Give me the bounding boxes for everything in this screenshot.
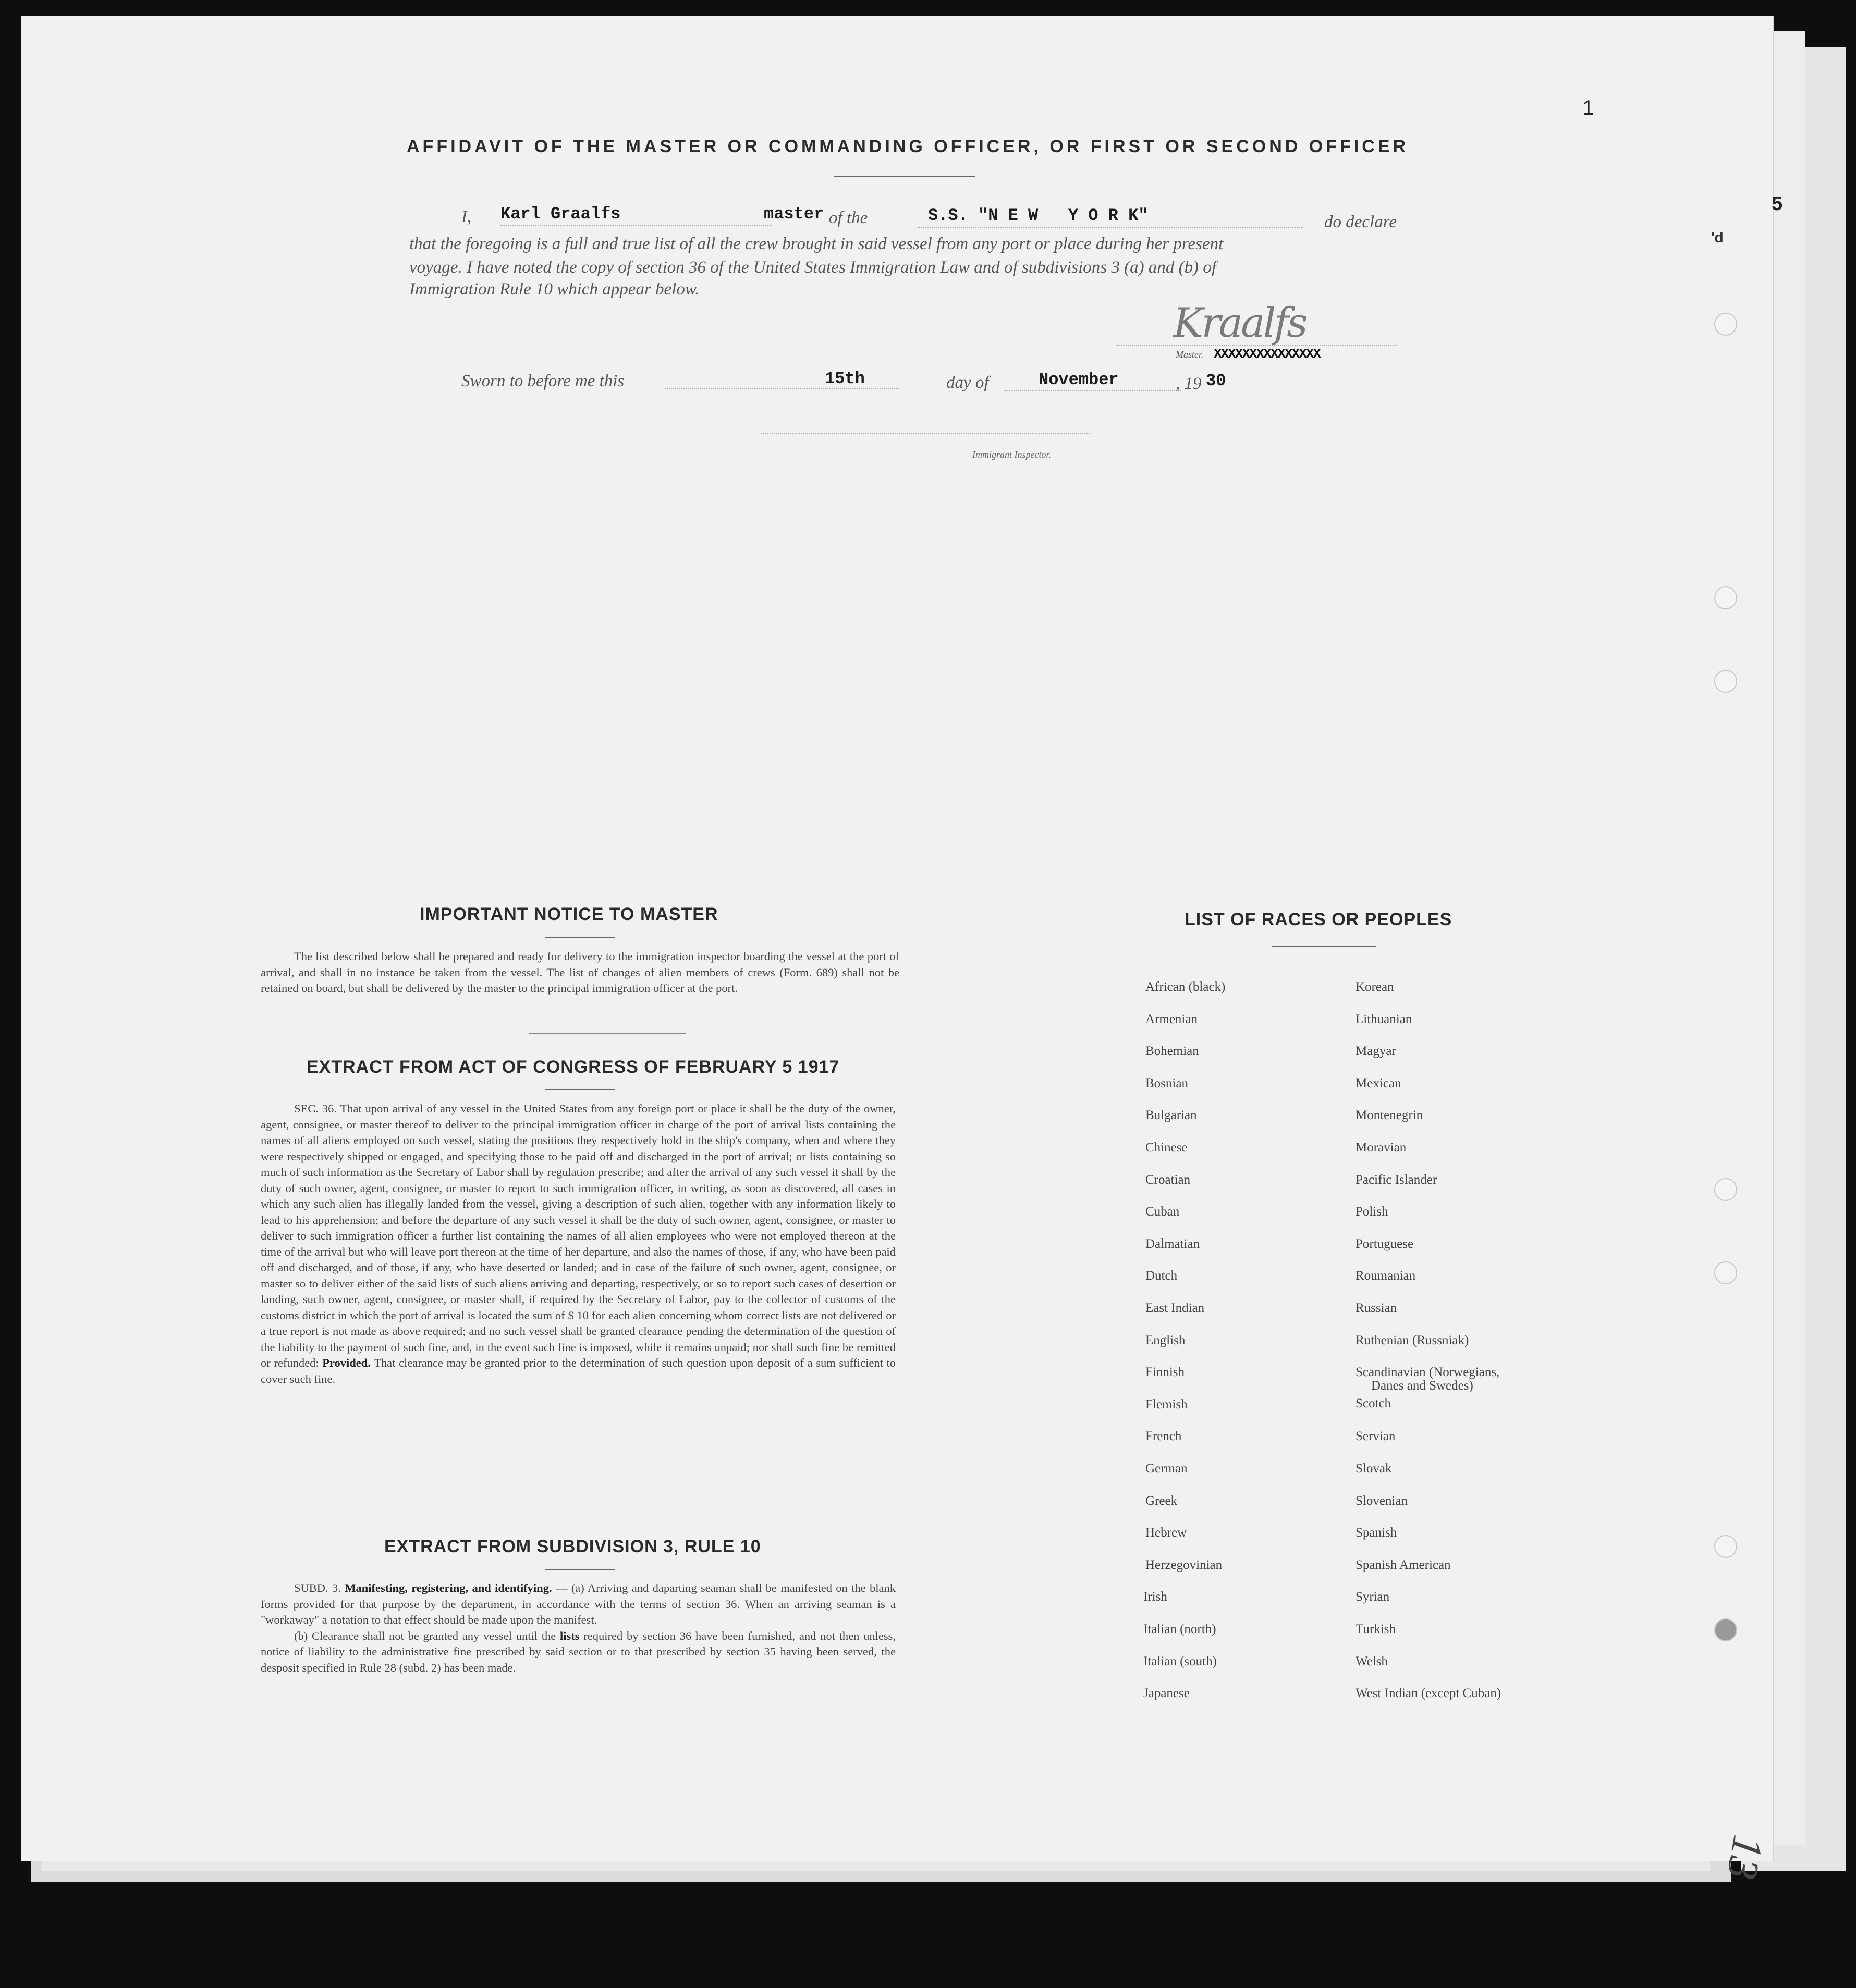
- act-text: [261, 1101, 896, 1387]
- affidavit-line-2: that the foregoing is a full and true list of all the crew brought in said vessel from any port or place during her present: [409, 235, 1224, 253]
- master-rank: master: [764, 204, 824, 224]
- race-item: African (black): [1145, 980, 1226, 994]
- master-signature: Kraalfs: [1173, 300, 1306, 347]
- struck-out-title: XXXXXXXXXXXXXXX: [1214, 346, 1321, 362]
- race-item: Armenian: [1145, 1012, 1198, 1026]
- race-item: Slovak: [1356, 1462, 1392, 1476]
- subd-b-text-2: required by section 36 have been furnished, and not then unless, notice of liability to the administrative fine prescribed by said section or to that prescribed by section 35 having been served, the desposit specified in Rule 28 (subd. 2) has been made.: [261, 1629, 896, 1674]
- punch-hole: [1714, 1535, 1737, 1558]
- sworn-year: 30: [1206, 371, 1226, 390]
- race-item: Bulgarian: [1145, 1108, 1197, 1122]
- races-rule: [1272, 946, 1376, 947]
- race-item: Greek: [1145, 1494, 1178, 1508]
- sec36-text: SEC. 36. That upon arrival of any vessel in the United States from any foreign port or place it shall be the duty of the owner, agent, consignee, or master thereof to deliver to the principal immigration officer in charge of the port of arrival lists containing the names of all aliens employed on such vessel, stating the positions they respectively hold in the ship's company, when and where they were respectively shipped or engaged, and specifying those to be paid off and discharged in the port of arrival; or lists containing so much of such information as the Secretary of Labor shall by regulation prescribe; and after the arrival of any such vessel it shall by the duty of such owner, agent, consignee, or master to report to such immigration officer, in writing, as soon as discovered, all cases in which any such alien has illegally landed from the vessel, giving a description of such alien, together with any information likely to lead to his apprehension; and before the departure of any such vessel it shall be the duty of such owner, agent, consignee, or master to deliver to such immigration officer a further list containing the names of all alien employees who were not employed thereon at the time of the arrival but who will leave port thereon at the time of her departure, and also the names of those, if any, who have been paid off and discharged, and of those, if any, who have deserted or landed; and in case of the failure of such owner, agent, consignee, or master so to deliver either of the said lists of such aliens arriving and departing, respectively, or so to report such cases of desertion or landing, such owner, agent, consignee, or master shall, if required by the Secretary of Labor, pay to the collector of customs of the customs district in which the port of arrival is located the sum of $ 10 for each alien concerning whom correct lists are not delivered or a true report is not made as above required; and no such vessel shall be granted clearance pending the determination of the question of the liability to the payment of such fine, and, in the event such fine is imposed, while it remains unpaid; nor shall such fine be remitted or refunded:: [261, 1102, 896, 1369]
- punch-hole: [1714, 1618, 1737, 1641]
- race-item: Japanese: [1143, 1686, 1190, 1700]
- inspector-label: Immigrant Inspector.: [972, 449, 1051, 460]
- lists-label: lists: [559, 1629, 580, 1642]
- notice-title: IMPORTANT NOTICE TO MASTER: [420, 904, 718, 924]
- subd-a-paragraph: [261, 1580, 896, 1628]
- race-item: Cuban: [1145, 1205, 1180, 1219]
- punch-hole: [1714, 313, 1737, 336]
- rule-title: EXTRACT FROM SUBDIVISION 3, RULE 10: [384, 1537, 761, 1556]
- punch-hole: [1714, 586, 1737, 609]
- edge-mark-d: 'd: [1711, 229, 1724, 246]
- inspector-line: [761, 433, 1090, 434]
- subd-heading: Manifesting, registering, and identifying.: [345, 1581, 552, 1594]
- races-title: LIST OF RACES OR PEOPLES: [1185, 910, 1452, 929]
- sworn-label: Sworn to before me this: [461, 372, 625, 390]
- race-item: Croatian: [1145, 1173, 1191, 1187]
- race-item: Portuguese: [1356, 1237, 1414, 1251]
- vessel-name: S.S. "N E W Y O R K": [928, 206, 1149, 225]
- notice-paragraph: The list described below shall be prepared and ready for delivery to the immigration inspector boarding the vessel at the port of arrival, and shall in no instance be taken from the vessel. The list of changes of alien members of crews (Form. 689) shall not be retained on board, but shall be delivered by the master to the principal immigration officer at the port.: [261, 950, 899, 995]
- race-item: Italian (south): [1143, 1654, 1217, 1668]
- race-item: Irish: [1143, 1590, 1167, 1604]
- act-rule: [545, 1089, 615, 1090]
- race-item: Montenegrin: [1356, 1108, 1423, 1122]
- rule-text: [261, 1580, 896, 1676]
- race-item: English: [1145, 1333, 1186, 1347]
- race-item: Mexican: [1356, 1076, 1401, 1090]
- race-item: East Indian: [1145, 1301, 1205, 1315]
- notice-divider: [529, 1033, 686, 1034]
- affidavit-line-4: Immigration Rule 10 which appear below.: [409, 280, 700, 299]
- race-item: Welsh: [1356, 1654, 1388, 1668]
- affidavit-line-3: voyage. I have noted the copy of section 36 of the United States Immigration Law and of subdivisions 3 (a) and (b) of: [409, 258, 1217, 277]
- race-item: West Indian (except Cuban): [1356, 1686, 1501, 1700]
- rule-rule: [545, 1569, 615, 1570]
- day-of-label: day of: [946, 373, 989, 392]
- race-item: Moravian: [1356, 1140, 1407, 1155]
- sworn-month: November: [1039, 370, 1119, 389]
- sworn-day: 15th: [825, 369, 865, 388]
- notice-rule: [545, 937, 615, 938]
- race-item: Magyar: [1356, 1044, 1396, 1058]
- race-item: Slovenian: [1356, 1494, 1408, 1508]
- punch-hole: [1714, 1261, 1737, 1284]
- year-prefix: , 19: [1176, 374, 1202, 393]
- race-item: Italian (north): [1143, 1622, 1216, 1636]
- race-item: Herzegovinian: [1145, 1558, 1223, 1572]
- race-item: Lithuanian: [1356, 1012, 1412, 1026]
- race-item: Chinese: [1145, 1140, 1188, 1155]
- race-item: Finnish: [1145, 1365, 1185, 1379]
- race-item: Polish: [1356, 1205, 1388, 1219]
- subd-a-text: — (a) Arriving and daparting seaman shall be manifested on the blank forms provided for that purpose by the department, in accordance with the terms of section 36. When an arriving seaman is a "workaway" a notation to that effect should be made upon the manifest.: [261, 1581, 896, 1626]
- vessel-line: [918, 227, 1303, 228]
- sec36-paragraph: [261, 1101, 896, 1387]
- race-item: Russian: [1356, 1301, 1397, 1315]
- race-item: Korean: [1356, 980, 1394, 994]
- race-item: Spanish American: [1356, 1558, 1451, 1572]
- race-item: Servian: [1356, 1429, 1396, 1443]
- master-label: Master.: [1176, 349, 1204, 360]
- race-item: Bosnian: [1145, 1076, 1188, 1090]
- race-item: Flemish: [1145, 1397, 1188, 1412]
- race-item: Scotch: [1356, 1396, 1391, 1410]
- edge-mark-5: 5: [1772, 193, 1783, 215]
- day-line: [665, 388, 899, 389]
- sec36-proviso: That clearance may be granted prior to the determination of such question upon deposit of a sum sufficient to cover such fine.: [261, 1356, 896, 1385]
- race-item: Hebrew: [1145, 1526, 1187, 1540]
- subd-b-paragraph: [261, 1628, 896, 1676]
- provided-label: Provided.: [322, 1356, 371, 1369]
- race-item: German: [1145, 1462, 1188, 1476]
- handwritten-page-number: 13: [1717, 1832, 1773, 1883]
- punch-hole: [1714, 670, 1737, 693]
- affidavit-intro: I,: [461, 207, 472, 226]
- race-item: Ruthenian (Russniak): [1356, 1333, 1469, 1347]
- race-item: Roumanian: [1356, 1269, 1416, 1283]
- race-item: Dutch: [1145, 1269, 1178, 1283]
- master-name: Karl Graalfs: [500, 204, 621, 224]
- title-rule: [834, 176, 975, 177]
- of-the-label: of the: [829, 208, 868, 227]
- affidavit-title: AFFIDAVIT OF THE MASTER OR COMMANDING OFFICER, OR FIRST OR SECOND OFFICER: [407, 137, 1409, 156]
- race-item: Turkish: [1356, 1622, 1396, 1636]
- do-declare-label: do declare: [1324, 213, 1397, 231]
- race-item: Syrian: [1356, 1590, 1390, 1604]
- act-title: EXTRACT FROM ACT OF CONGRESS OF FEBRUARY 5 1917: [307, 1057, 840, 1077]
- notice-text: [261, 949, 899, 997]
- race-item: French: [1145, 1429, 1182, 1443]
- name-line: [500, 225, 772, 226]
- subd-b-text-1: (b) Clearance shall not be granted any vessel until the: [294, 1629, 556, 1642]
- race-item-continuation: Danes and Swedes): [1371, 1379, 1473, 1393]
- race-item: Bohemian: [1145, 1044, 1199, 1058]
- race-item: Spanish: [1356, 1526, 1397, 1540]
- margin-mark-top: 1: [1582, 96, 1594, 119]
- subd-label: SUBD. 3.: [294, 1581, 341, 1594]
- race-item: Dalmatian: [1145, 1237, 1200, 1251]
- month-line: [1004, 390, 1181, 391]
- race-item: Pacific Islander: [1356, 1173, 1437, 1187]
- race-item: Scandinavian (Norwegians,: [1356, 1365, 1500, 1379]
- punch-hole: [1714, 1178, 1737, 1201]
